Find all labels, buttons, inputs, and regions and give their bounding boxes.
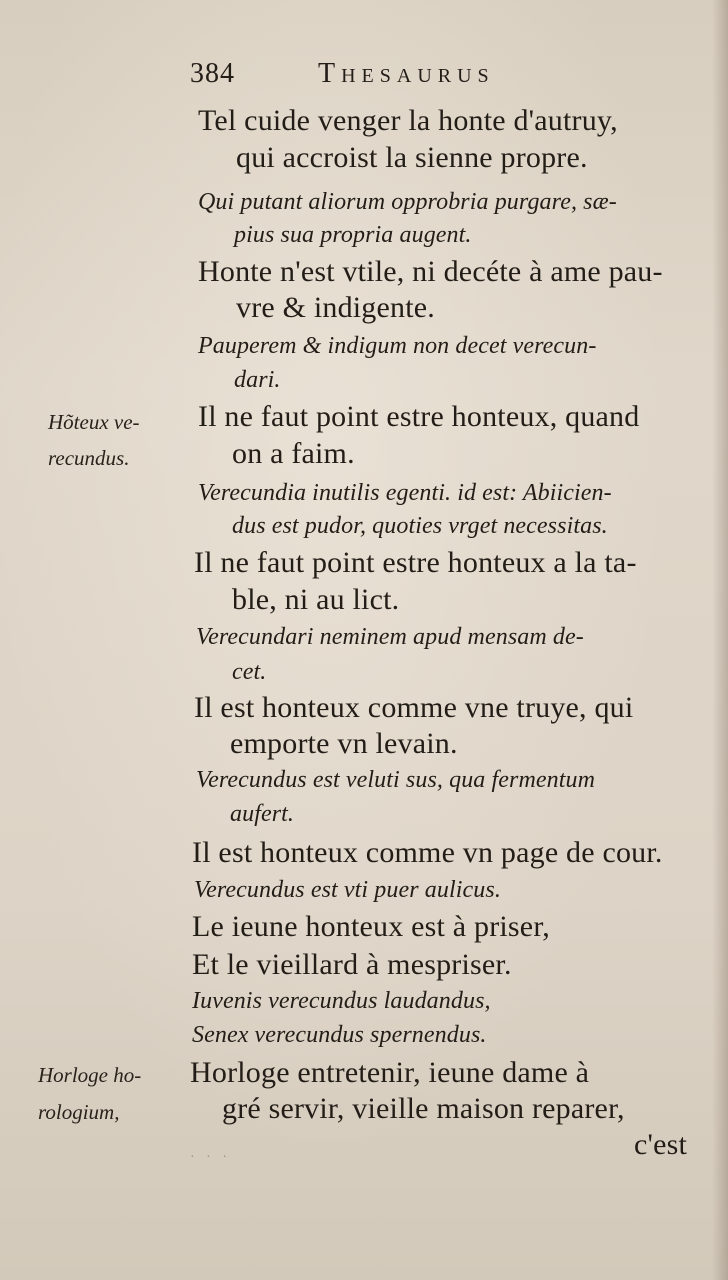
latin-line: Qui putant aliorum opprobria purgare, sæ- bbox=[198, 189, 617, 215]
latin-line: Verecundari neminem apud mensam de- bbox=[196, 624, 584, 650]
margin-note: Horloge ho- bbox=[38, 1063, 142, 1087]
text-line: vre & indigente. bbox=[236, 291, 435, 324]
catchword: c'est bbox=[634, 1128, 688, 1161]
latin-line: Verecundus est vti puer aulicus. bbox=[194, 877, 501, 903]
text-line: Horloge entretenir, ieune dame à bbox=[190, 1056, 590, 1089]
margin-note: rologium, bbox=[38, 1100, 120, 1124]
text-line: ble, ni au lict. bbox=[232, 583, 400, 616]
text-line: Et le vieillard à mespriser. bbox=[192, 948, 512, 981]
text-line: Honte n'est vtile, ni decéte à ame pau- bbox=[198, 255, 663, 288]
margin-note: recundus. bbox=[48, 446, 130, 470]
latin-line: Senex verecundus spernendus. bbox=[192, 1022, 487, 1048]
text-line: qui accroist la sienne propre. bbox=[236, 141, 588, 174]
latin-line: Verecundia inutilis egenti. id est: Abiicien- bbox=[198, 480, 612, 506]
latin-line: Iuvenis verecundus laudandus, bbox=[192, 988, 491, 1014]
latin-line: dari. bbox=[234, 367, 281, 393]
text-line: Le ieune honteux est à priser, bbox=[192, 910, 551, 943]
text-line: emporte vn levain. bbox=[230, 727, 458, 760]
page-number: 384 bbox=[190, 58, 235, 89]
latin-line: dus est pudor, quoties vrget necessitas. bbox=[232, 513, 608, 539]
latin-line: aufert. bbox=[230, 801, 295, 827]
ink-smudge: · · · bbox=[190, 1150, 231, 1165]
text-line: Il ne faut point estre honteux a la ta- bbox=[194, 546, 637, 579]
running-title: Thesaurus bbox=[318, 58, 495, 89]
margin-note: Hõteux ve- bbox=[48, 410, 140, 434]
text-line: Il est honteux comme vn page de cour. bbox=[192, 836, 663, 869]
text-line: on a faim. bbox=[232, 437, 355, 470]
latin-line: Pauperem & indigum non decet verecun- bbox=[198, 333, 597, 359]
text-line: gré servir, vieille maison reparer, bbox=[222, 1092, 625, 1125]
latin-line: cet. bbox=[232, 659, 267, 685]
text-line: Il ne faut point estre honteux, quand bbox=[198, 400, 640, 433]
text-line: Tel cuide venger la honte d'autruy, bbox=[198, 104, 618, 137]
text-line: Il est honteux comme vne truye, qui bbox=[194, 691, 634, 724]
latin-line: pius sua propria augent. bbox=[234, 222, 472, 248]
latin-line: Verecundus est veluti sus, qua fermentum bbox=[196, 767, 596, 793]
